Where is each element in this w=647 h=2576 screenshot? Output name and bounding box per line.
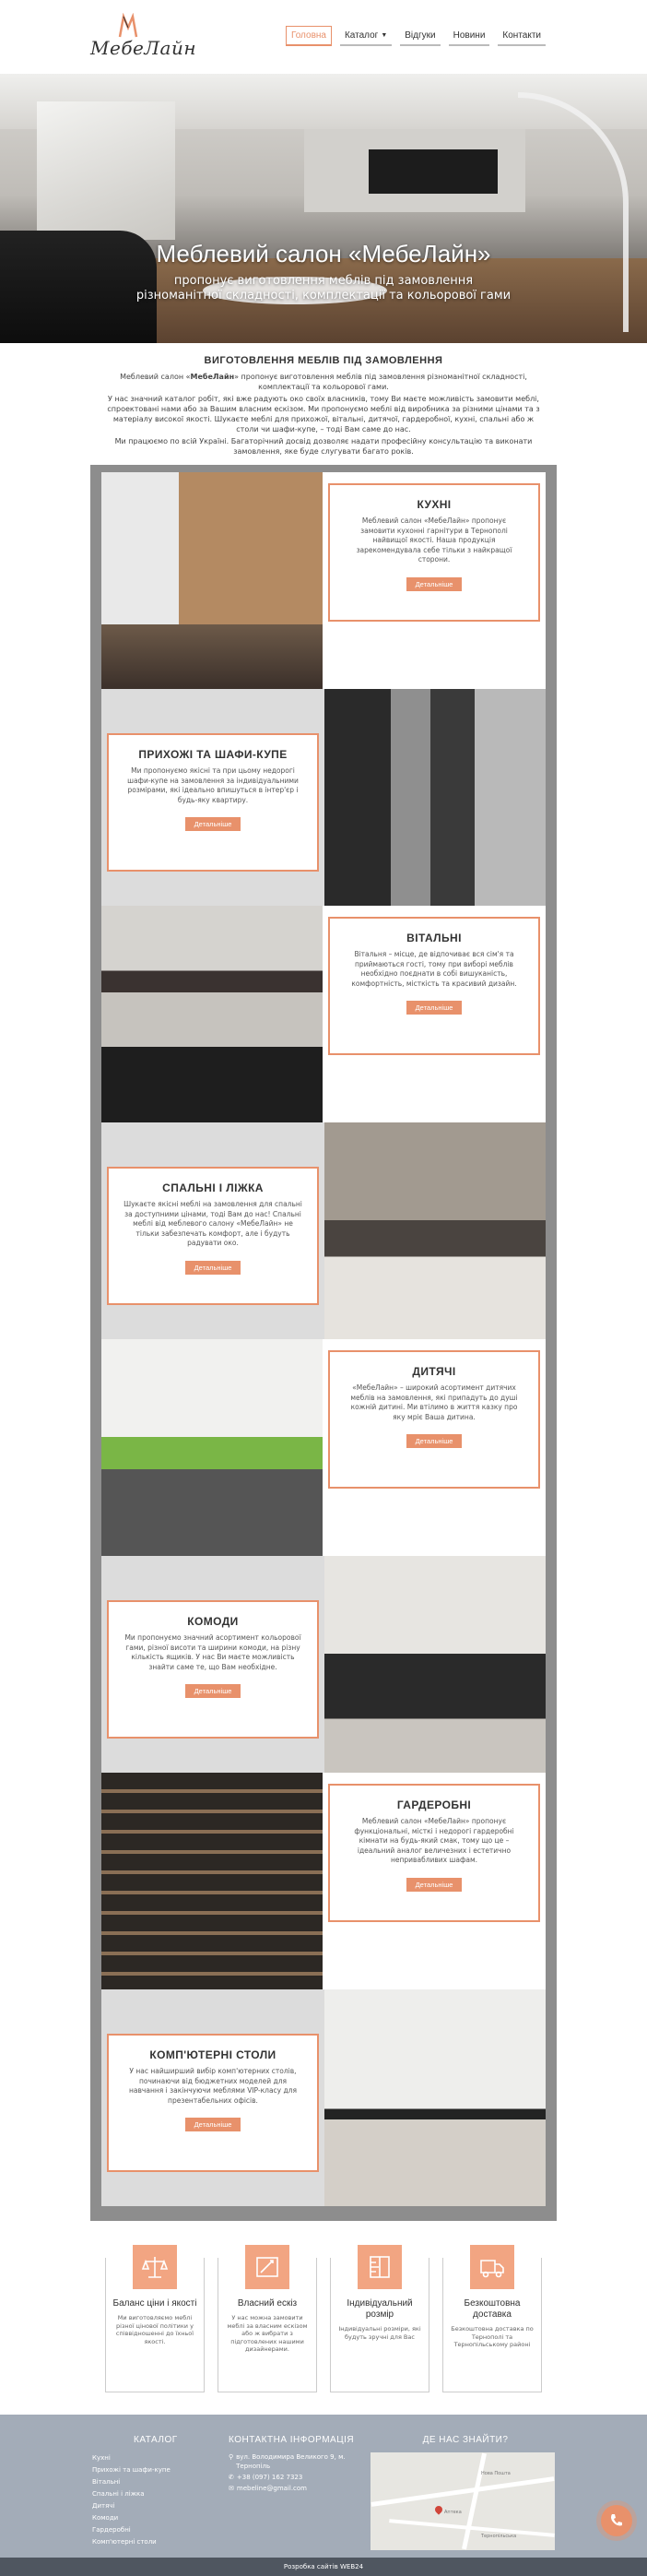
footer-map bbox=[371, 2435, 560, 2550]
footer-link[interactable]: Комп'ютерні столи bbox=[92, 2538, 157, 2546]
nav-reviews-label: Відгуки bbox=[405, 30, 436, 41]
logo-wordmark: МебеЛайн bbox=[90, 37, 197, 59]
bedrooms-photo[interactable] bbox=[324, 1122, 546, 1339]
intro-p1-start: Меблевий салон « bbox=[120, 373, 191, 381]
catalog-card-text: Меблевий салон «МебеЛайн» пропонує замовити кухонні гарнітури в Тернополі найвищої якості. Наша продукція зарекомендувала себе тільки з найкращої сторони. bbox=[356, 516, 512, 564]
catalog-row-kids bbox=[101, 1339, 546, 1556]
feature-text: Ми виготовляємо меблі різної цінової політики у співвідношенні до їхньої якості. bbox=[115, 2314, 194, 2345]
mail-icon: ✉ bbox=[229, 2485, 234, 2492]
catalog-row-living bbox=[101, 906, 546, 1122]
catalog-card-title: ПРИХОЖІ ТА ШАФИ-КУПЕ bbox=[138, 748, 288, 761]
bedrooms-details-button[interactable]: Детальніше bbox=[185, 1261, 241, 1275]
footer-phone-text: +38 (097) 162 7323 bbox=[236, 2474, 303, 2481]
kids-photo[interactable] bbox=[101, 1339, 323, 1556]
intro-p1-brand: МебеЛайн bbox=[190, 373, 235, 381]
catalog-card-text: Вітальня – місце, де відпочиває вся сім'я та приймаються гості, тому при виборі меблів необхідно поєднати в собі вишуканість, комфортність, місткість та красивий дизайн. bbox=[351, 950, 517, 988]
catalog-row-desks bbox=[101, 1989, 546, 2206]
footer-catalog-heading: КАТАЛОГ bbox=[134, 2435, 178, 2445]
catalog-card-hallways bbox=[107, 733, 319, 872]
bedrooms-image bbox=[324, 1122, 546, 1339]
catalog-card-dressers bbox=[107, 1600, 319, 1739]
catalog-row-dressers bbox=[101, 1556, 546, 1773]
feature-free-delivery bbox=[442, 2258, 542, 2392]
nav-home[interactable] bbox=[286, 26, 332, 46]
dressers-details-button[interactable]: Детальніше bbox=[185, 1684, 241, 1698]
sketch-icon bbox=[245, 2245, 289, 2289]
hero-banner bbox=[0, 74, 647, 343]
feature-text: У нас можна замовити меблі за власним ескізом або ж вибрати з підготовлених нашими дизайнерами. bbox=[227, 2314, 308, 2353]
dressers-photo[interactable] bbox=[324, 1556, 546, 1773]
phone-icon: ✆ bbox=[229, 2474, 234, 2481]
footer-phone[interactable] bbox=[229, 2473, 358, 2482]
catalog-card-bedrooms bbox=[107, 1167, 319, 1305]
site-footer bbox=[0, 2415, 647, 2558]
nav-reviews[interactable] bbox=[400, 26, 440, 46]
desks-details-button[interactable]: Детальніше bbox=[185, 2118, 241, 2131]
catalog-card-title: КОМОДИ bbox=[187, 1615, 239, 1628]
intro-section bbox=[0, 343, 647, 465]
wardrobes-photo[interactable] bbox=[101, 1773, 323, 1989]
catalog-card-kitchens bbox=[328, 483, 540, 622]
callback-button[interactable] bbox=[601, 2505, 632, 2536]
catalog-card-text: Меблевий салон «МебеЛайн» пропонує функціональні, місткі і недорогі гардеробні кімнати на будь-який смак, тому що це – ідеальний аналог величезних і естетично непривабливих шафам. bbox=[354, 1817, 514, 1864]
footer-link[interactable]: Кухні bbox=[92, 2454, 111, 2462]
hero-photo-window bbox=[37, 101, 175, 240]
wardrobes-image bbox=[101, 1773, 323, 1989]
catalog-card-title: ДИТЯЧІ bbox=[412, 1365, 456, 1378]
footer-link[interactable]: Спальні і ліжка bbox=[92, 2490, 145, 2498]
nav-contacts[interactable] bbox=[498, 26, 546, 46]
catalog-card-title: СПАЛЬНІ І ЛІЖКА bbox=[162, 1181, 264, 1194]
intro-heading: ВИГОТОВЛЕННЯ МЕБЛІВ ПІД ЗАМОВЛЕННЯ bbox=[204, 355, 443, 366]
catalog-row-hallways bbox=[101, 689, 546, 906]
desks-photo[interactable] bbox=[324, 1989, 546, 2206]
intro-paragraph-3: Ми працюємо по всій Україні. Багаторічний досвід дозволяє надати професійну консультацію та виконати замовлення, яке буде слугувати багато років. bbox=[114, 437, 533, 456]
nav-contacts-label: Контакти bbox=[502, 30, 541, 41]
catalog-card-kids bbox=[328, 1350, 540, 1489]
dressers-image bbox=[324, 1556, 546, 1773]
footer-link[interactable]: Комоди bbox=[92, 2514, 119, 2522]
footer-address bbox=[229, 2452, 358, 2471]
kids-details-button[interactable]: Детальніше bbox=[406, 1434, 463, 1448]
footer-link[interactable]: Вітальні bbox=[92, 2478, 121, 2486]
hallways-image bbox=[324, 689, 546, 906]
kids-image bbox=[101, 1339, 323, 1556]
map-label: Нова Пошта bbox=[481, 2471, 511, 2476]
catalog-card-text: Шукаєте якісні меблі на замовлення для спальні за доступними цінами, тоді Вам до нас! Спальні меблі від меблевого салону «МебеЛайн» не тільки забезпечать комфорт, але і будуть радувати око. bbox=[124, 1200, 302, 1247]
ruler-icon bbox=[358, 2245, 402, 2289]
catalog-grid bbox=[90, 465, 557, 2221]
feature-custom-size bbox=[330, 2258, 429, 2392]
hero-text bbox=[0, 240, 647, 303]
footer-link[interactable]: Гардеробні bbox=[92, 2526, 131, 2534]
catalog-card-title: КУХНІ bbox=[417, 498, 452, 511]
living-details-button[interactable]: Детальніше bbox=[406, 1001, 463, 1015]
feature-own-sketch bbox=[218, 2258, 317, 2392]
nav-catalog[interactable] bbox=[340, 26, 392, 46]
hero-photo-tv bbox=[369, 149, 498, 194]
hero-line-1: пропонує виготовлення меблів під замовлення bbox=[173, 274, 474, 288]
living-image bbox=[101, 906, 323, 1122]
nav-news-label: Новини bbox=[453, 30, 486, 41]
footer-email[interactable] bbox=[229, 2484, 358, 2493]
map-marker-icon[interactable] bbox=[433, 2504, 443, 2514]
catalog-card-wardrobes bbox=[328, 1784, 540, 1922]
truck-icon bbox=[470, 2245, 514, 2289]
nav-catalog-label: Каталог bbox=[344, 30, 379, 41]
catalog-card-living bbox=[328, 917, 540, 1055]
copyright-text[interactable]: Розробка сайтів WEB24 bbox=[283, 2563, 364, 2570]
hero-title: Меблевий салон «МебеЛайн» bbox=[156, 240, 491, 267]
nav-news[interactable] bbox=[449, 26, 490, 46]
hallways-details-button[interactable]: Детальніше bbox=[185, 817, 241, 831]
catalog-card-title: ГАРДЕРОБНІ bbox=[396, 1798, 472, 1811]
catalog-row-kitchens bbox=[101, 472, 546, 689]
feature-price-quality bbox=[105, 2258, 205, 2392]
footer-map-heading: ДЕ НАС ЗНАЙТИ? bbox=[422, 2435, 509, 2445]
map-pin-icon: ⚲ bbox=[229, 2453, 234, 2461]
footer-email-text: mebeline@gmail.com bbox=[236, 2485, 307, 2492]
catalog-card-text: Ми пропонуємо якісні та при цьому недорогі шафи-купе на замовлення за індивідуальними розмірами, які ідеально впишуться в інтер'єр і будь-яку квартиру. bbox=[127, 766, 299, 804]
feature-title: Баланс ціни і якості bbox=[112, 2298, 197, 2309]
map-embed[interactable] bbox=[371, 2452, 555, 2550]
intro-paragraph-2: У нас значний каталог робіт, які вже радують око своїх власників, тому Ви маєте можливість замовити меблі, спроектовані нами або за Вашим власним ескізом. Ми пропонуємо меблі від виробника за різними цінами та з матеріалу високої якості. Шукаєте меблі для прихожої, вітальні, дитячої, гардеробної, кухні, спальні або ж столи чи шафи-купе, – тоді Вам саме до нас. bbox=[107, 395, 540, 433]
wardrobes-details-button[interactable]: Детальніше bbox=[406, 1878, 463, 1892]
catalog-card-text: У нас найширший вибір комп'ютерних столів, починаючи від бюджетних моделей для навчання і закінчуючи меблями VIP-класу для презентабельних офісів. bbox=[129, 2067, 297, 2105]
catalog-row-bedrooms bbox=[101, 1122, 546, 1339]
catalog-card-title: ВІТАЛЬНІ bbox=[406, 932, 462, 944]
scales-icon bbox=[133, 2245, 177, 2289]
chevron-down-icon: ▼ bbox=[381, 31, 388, 39]
phone-call-icon bbox=[608, 2512, 625, 2529]
kitchens-photo[interactable] bbox=[101, 472, 323, 689]
kitchens-image bbox=[101, 472, 323, 689]
desks-image bbox=[324, 1989, 546, 2206]
feature-text: Безкоштовна доставка по Тернополі та Тернопільському районі bbox=[451, 2325, 534, 2348]
main-nav bbox=[286, 26, 546, 46]
footer-link[interactable]: Прихожі та шафи-купе bbox=[92, 2466, 171, 2474]
catalog-card-title: КОМП'ЮТЕРНІ СТОЛИ bbox=[149, 2048, 276, 2061]
footer-catalog bbox=[92, 2435, 178, 2548]
hallways-photo[interactable] bbox=[324, 689, 546, 906]
feature-title: Безкоштовна доставка bbox=[464, 2298, 521, 2320]
logo-mark-icon bbox=[118, 13, 138, 39]
catalog-row-wardrobes bbox=[101, 1773, 546, 1989]
living-photo[interactable] bbox=[101, 906, 323, 1122]
catalog-card-text: «МебеЛайн» – широкий асортимент дитячих меблів на замовлення, які припадуть до душі кожній дитині. Ми втілимо в життя казку про яку мріє Ваша дитина. bbox=[350, 1383, 518, 1421]
intro-p1-end: » пропонує виготовлення меблів під замовлення різноманітної складності, комплектації та кольорової гами. bbox=[234, 373, 527, 391]
footer-contacts bbox=[229, 2435, 358, 2495]
hero-line-2: різноманітної складності, комплектації та кольорової гами bbox=[135, 289, 512, 303]
footer-address-text: вул. Володимира Великого 9, м. Тернопіль bbox=[236, 2453, 346, 2470]
catalog-card-desks bbox=[107, 2034, 319, 2172]
map-road bbox=[371, 2476, 555, 2507]
footer-link[interactable]: Дитячі bbox=[92, 2502, 115, 2510]
footer-catalog-list bbox=[92, 2452, 178, 2548]
map-label: Аптека bbox=[444, 2510, 462, 2515]
feature-text: Індивідуальні розміри, які будуть зручні для Вас bbox=[338, 2325, 421, 2341]
feature-title: Індивідуальний розмір bbox=[347, 2298, 413, 2320]
site-header bbox=[0, 0, 647, 74]
logo[interactable] bbox=[90, 13, 197, 61]
nav-home-label: Головна bbox=[290, 30, 326, 41]
features-row bbox=[0, 2221, 647, 2415]
map-label: Тернопільська bbox=[481, 2534, 517, 2539]
intro-paragraph-1 bbox=[101, 372, 546, 392]
feature-title: Власний ескіз bbox=[237, 2298, 298, 2309]
footer-contacts-heading: КОНТАКТНА ІНФОРМАЦІЯ bbox=[229, 2435, 355, 2445]
kitchens-details-button[interactable]: Детальніше bbox=[406, 577, 463, 591]
catalog-card-text: Ми пропонуємо значний асортимент кольорової гами, різної висоти та ширини комоди, на різну кількість ящиків. У нас Ви маєте можливість знайти саме те, що Вам необхідне. bbox=[124, 1633, 301, 1671]
copyright-bar bbox=[0, 2558, 647, 2576]
